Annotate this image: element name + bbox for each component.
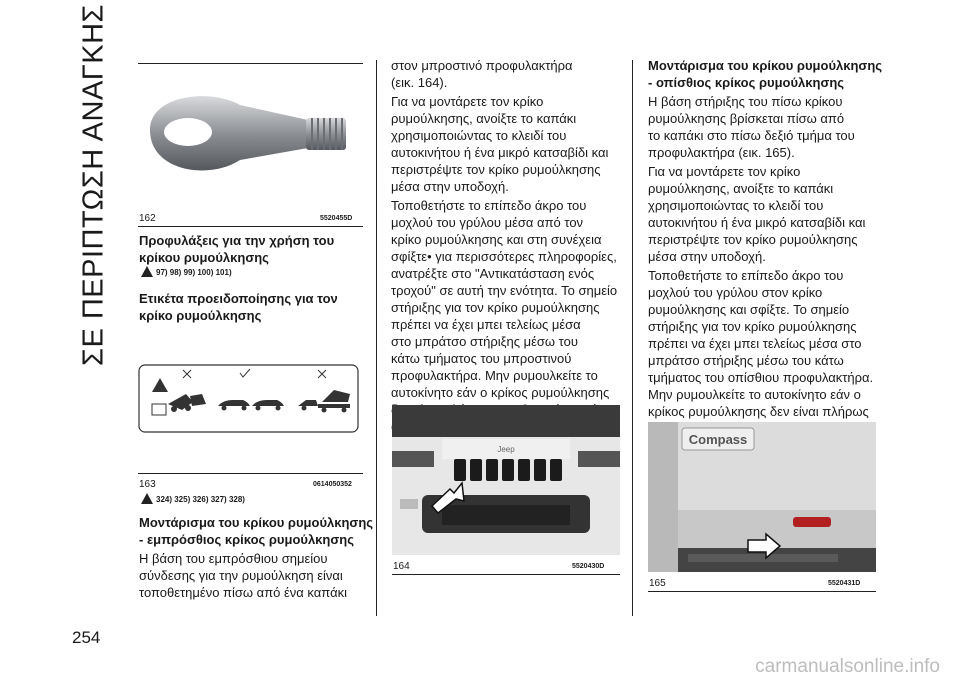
page-number: 254 — [72, 628, 101, 647]
section-heading: Προφυλάξεις για την χρήση του κρίκου ρυμούλκησης — [139, 233, 335, 265]
warning-icon — [141, 493, 153, 504]
column-divider — [632, 60, 633, 616]
rear-bumper-photo — [648, 422, 876, 572]
figure-rule — [138, 473, 363, 474]
compass-badge: Compass — [688, 432, 748, 447]
section-heading: Μοντάρισμα του κρίκου ρυμούλκησης - οπίσθιος κρίκος ρυμούλκησης — [648, 58, 883, 90]
body-paragraph: Για να μοντάρετε τον κρίκο ρυμούλκησης, ανοίξτε το καπάκι χρησιμοποιώντας το κλειδί του αυτοκινήτου ή ένα μικρό κατσαβίδι και περιστρέψτε τον κρίκο ρυμούλκησης μέσα στην υποδοχή. — [648, 164, 866, 264]
warning-label-figure — [138, 364, 360, 434]
figure-number: 163 — [139, 479, 156, 490]
figure-rule — [648, 591, 876, 592]
figure-number: 165 — [649, 578, 666, 589]
figure-code: 5520430D — [572, 563, 605, 570]
jeep-logo: Jeep — [497, 445, 515, 454]
figure-number: 164 — [393, 561, 410, 572]
warning-icon — [141, 266, 153, 277]
watermark: carmanualsonline.info — [755, 656, 940, 677]
body-paragraph: στον μπροστινό προφυλακτήρα (εικ. 164). — [391, 58, 573, 90]
figure-code: 0614050352 — [313, 481, 352, 488]
front-bumper-photo — [392, 405, 620, 555]
body-paragraph: Η βάση στήριξης του πίσω κρίκου ρυμούλκησης βρίσκεται πίσω από το καπάκι στο πίσω δεξιό τμήμα του προφυλακτήρα (εικ. 165). — [648, 94, 855, 160]
chapter-title: ΣΕ ΠΕΡΙΠΤΩΣΗ ΑΝΑΓΚΗΣ — [77, 4, 110, 366]
section-heading: Ετικέτα προειδοποίησης για τον κρίκο ρυμούλκησης — [139, 291, 338, 323]
column-divider — [376, 60, 377, 616]
body-paragraph: Για να μοντάρετε τον κρίκο ρυμούλκησης, ανοίξτε το καπάκι χρησιμοποιώντας το κλειδί του αυτοκινήτου ή ένα μικρό κατσαβίδι και περιστρέψτε τον κρίκο ρυμούλκησης μέσα στην υποδοχή. — [391, 94, 609, 194]
body-paragraph: Τοποθετήστε το επίπεδο άκρο του μοχλού του γρύλου μέσα από τον κρίκο ρυμούλκησης και στη συνέχεια σφίξτε• για περισσότερες πληροφορίες, ανατρέξτε στο "Αντικατάσταση ενός τροχού" σε αυτή την ενότητα. Το σημείο στήριξης για τον κρίκο ρυμούλκησης πρέπει να έχει μπει τελείως μέσα στο μπράτσο στήριξης μέσω του κάτω τμήματος του μπροστινού προφυλακτήρα. Μην ρυμουλκείτε το αυτοκίνητο εάν ο κρίκος ρυμούλκησης — [391, 198, 618, 400]
section-heading: Μοντάρισμα του κρίκου ρυμούλκησης - εμπρόσθιος κρίκος ρυμούλκησης — [139, 515, 374, 547]
body-text-column — [391, 57, 626, 435]
body-paragraph: Τοποθετήστε το επίπεδο άκρο του μοχλού του γρύλου στον κρίκο ρυμούλκησης και σφίξτε. Το σημείο στήριξης για τον κρίκο ρυμούλκησης πρέπει να έχει μπει τελείως μέσα στο μπράτσο στήριξης μέσω του κάτω τμήματος του οπίσθιου προφυλακτήρα. Μην ρυμουλκείτε το αυτοκίνητο εάν ο κρίκος ρυμούλκησης δεν είναι πλήρως — [648, 268, 874, 419]
warning-references: 97) 98) 99) 100) 101) — [156, 268, 232, 277]
figure-rule — [392, 574, 620, 575]
warning-references: 324) 325) 326) 327) 328) — [156, 495, 245, 504]
body-paragraph: Η βάση του εμπρόσθιου σημείου σύνδεσης για την ρυμούλκηση είναι τοποθετημένο πίσω από ένα καπάκι — [139, 551, 347, 600]
figure-rule — [138, 63, 363, 64]
figure-code: 5520431D — [828, 580, 861, 587]
figure-number: 162 — [139, 213, 156, 224]
towing-eye-figure — [140, 80, 362, 210]
body-text-column — [648, 93, 888, 454]
figure-rule — [138, 226, 363, 227]
figure-code: 5520455D — [320, 215, 353, 222]
